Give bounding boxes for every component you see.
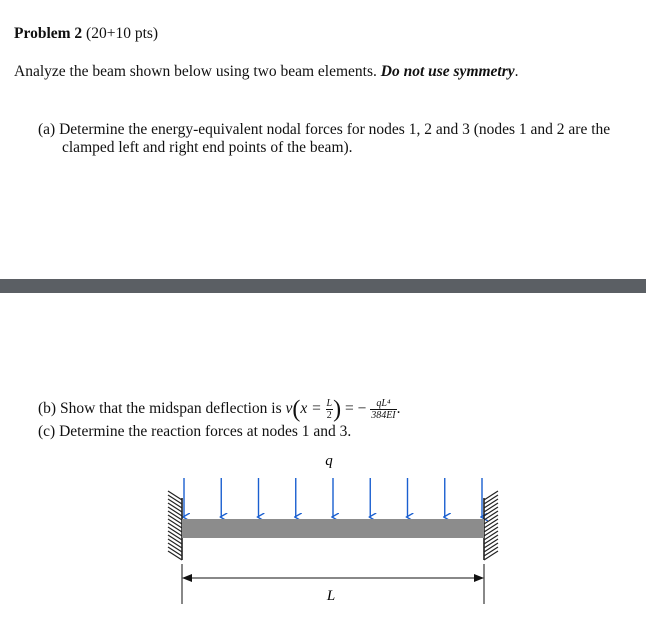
hatch-line bbox=[168, 551, 182, 560]
part-b-open-paren: ( bbox=[292, 396, 301, 423]
problem-number: Problem 2 bbox=[14, 25, 83, 42]
left-support-hatch bbox=[168, 491, 182, 560]
hatch-line bbox=[484, 503, 498, 512]
beam bbox=[182, 519, 484, 538]
part-b-prefix: (b) Show that the midspan deflection is bbox=[38, 400, 282, 418]
hatch-line bbox=[484, 491, 498, 500]
part-b-v: v bbox=[285, 400, 293, 418]
part-b-close-paren: ) bbox=[333, 396, 342, 423]
part-b-rhs-den: 384EI bbox=[371, 410, 396, 421]
hatch-line bbox=[168, 527, 182, 536]
hatch-line bbox=[484, 519, 498, 528]
part-b-rhs-num: qL⁴ bbox=[370, 398, 396, 410]
hatch-line bbox=[484, 543, 498, 552]
part-b-frac-num: L bbox=[326, 398, 333, 409]
hatch-line bbox=[168, 519, 182, 528]
problem-points: (20+10 pts) bbox=[86, 25, 159, 42]
intro-text: Analyze the beam shown below using two beam elements. bbox=[14, 63, 377, 80]
hatch-line bbox=[168, 495, 182, 504]
part-a-line-1: (a) Determine the energy-equivalent nodal forces for nodes 1, 2 and 3 (nodes 1 and 2 are the bbox=[38, 121, 611, 138]
hatch-line bbox=[484, 527, 498, 536]
part-c: (c) Determine the reaction forces at nodes 1 and 3. bbox=[38, 423, 352, 440]
load-arrows bbox=[184, 478, 482, 517]
hatch-line bbox=[168, 491, 182, 500]
hatch-line bbox=[168, 503, 182, 512]
hatch-line bbox=[484, 499, 498, 508]
hatch-line bbox=[484, 547, 498, 556]
load-label: q bbox=[325, 453, 333, 469]
part-a-line-2: clamped left and right end points of the beam). bbox=[62, 139, 353, 156]
hatch-line bbox=[484, 535, 498, 544]
hatch-line bbox=[484, 539, 498, 548]
hatch-line bbox=[484, 511, 498, 520]
hatch-line bbox=[484, 495, 498, 504]
intro-emphasis: Do not use symmetry bbox=[380, 63, 515, 80]
hatch-line bbox=[168, 499, 182, 508]
hatch-line bbox=[484, 523, 498, 532]
hatch-line bbox=[168, 547, 182, 556]
hatch-line bbox=[168, 511, 182, 520]
hatch-line bbox=[168, 539, 182, 548]
hatch-line bbox=[168, 531, 182, 540]
hatch-line bbox=[168, 515, 182, 524]
hatch-line bbox=[168, 535, 182, 544]
intro-end: . bbox=[514, 63, 519, 80]
hatch-line bbox=[484, 531, 498, 540]
right-support-hatch bbox=[484, 491, 498, 560]
length-label: L bbox=[326, 588, 336, 604]
hatch-line bbox=[168, 523, 182, 532]
hatch-line bbox=[168, 543, 182, 552]
hatch-line bbox=[484, 551, 498, 560]
part-b-end: . bbox=[396, 400, 401, 418]
hatch-line bbox=[168, 507, 182, 516]
part-b-equals-minus: = − bbox=[344, 400, 367, 418]
part-b-frac-den: 2 bbox=[326, 410, 332, 421]
hatch-line bbox=[484, 507, 498, 516]
hatch-line bbox=[484, 515, 498, 524]
part-b-x-eq: x = bbox=[300, 400, 322, 418]
